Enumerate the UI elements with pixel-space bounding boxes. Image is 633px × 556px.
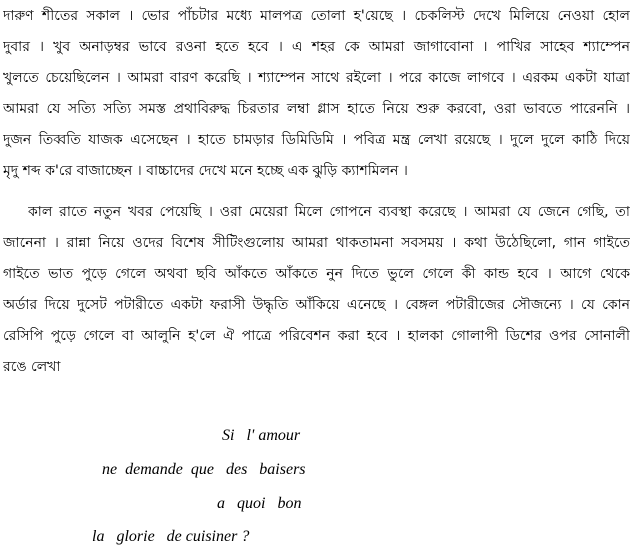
text-line: কাল রাতে নতুন খবর পেয়েছি । ওরা মেয়েরা মিলে গোপনে ব্যবস্থা করেছে । আমরা যে জেনে গেছি, তা — [28, 204, 630, 220]
quote-line: Si l' amour — [222, 427, 301, 444]
text-line: রেসিপি পুড়ে গেলে বা আলুনি হ'লে ঐ পাত্রে পরিবেশন করা হবে । হালকা গোলাপী ডিশের ওপর সোনালী — [3, 328, 630, 344]
text-line: জানেনা । রান্না নিয়ে ওদের বিশেষ সীটিংগুলোয় আমরা থাকতামনা সবসময় । কথা উঠেছিলো, গান গাইতে — [3, 235, 630, 251]
text-line: আমরা যে সত্যি সত্যি সমস্ত প্রথাবিরুদ্ধ চিরতার লম্বা গ্লাস হাতে নিয়ে শুরু করবো, ওরা ভাবতে পারেননি । — [3, 101, 630, 117]
text-line: দুজন তিব্বতি যাজক এসেছেন । হাতে চামড়ার ডিমিডিমি । পবিত্র মন্ত্র লেখা রয়েছে । দুলে দুলে কাঠি দিয়ে — [3, 132, 630, 148]
text-line: রঙে লেখা — [3, 359, 61, 375]
text-line: মৃদু শব্দ ক'রে বাজাচ্ছেন । বাচ্চাদের দেখে মনে হচ্ছে এক ঝুড়ি ক্যাশমিলন । — [3, 163, 408, 179]
text-line: অর্ডার দিয়ে দুসেট পটারীতে একটা ফরাসী উদ্ধৃতি আঁকিয়ে এনেছে । বেঙ্গল পটারীজের সৌজন্যে । যে কোন — [3, 297, 630, 313]
text-line: দারুণ শীতের সকাল । ভোর পাঁচটার মধ্যে মালপত্র তোলা হ'য়েছে । চেকলিস্ট দেখে মিলিয়ে নেওয়া হোল — [3, 8, 630, 24]
quote-line: la glorie de cuisiner ? — [92, 528, 250, 545]
text-line: গাইতে ভাত পুড়ে গেলে অথবা ছবি আঁকতে আঁকতে নুন দিতে ভুলে গেলে কী কান্ড হবে । আগে থেকে — [3, 266, 630, 282]
text-line: খুলতে চেয়েছিলেন । আমরা বারণ করেছি । শ্যাম্পেন সাথে রইলো । পরে কাজে লাগবে । এরকম একটা যাত্রা — [3, 70, 630, 86]
quote-line: ne demande que des baisers — [102, 461, 306, 478]
text-line: দুবার । খুব অনাড়ম্বর ভাবে রওনা হতে হবে । এ শহর কে আমরা জাগাবোনা । পাখির সাহেব শ্যাম্পেন — [3, 39, 630, 55]
quote-line: a quoi bon — [217, 495, 302, 512]
